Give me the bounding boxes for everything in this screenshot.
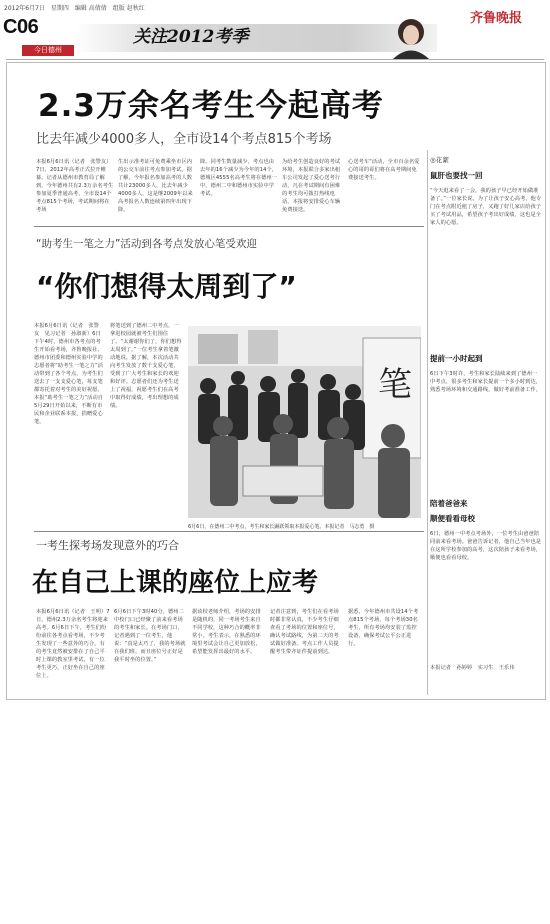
sidebar-title-3: 陪着爸爸来 [430,499,468,508]
story3-column-5: 据悉，今年德州市共设14个考点815个考场，每个考场30名考生，所有考场均安装了监控设备，确保考试公平公正进行。 [348,609,419,647]
story-divider [34,531,424,532]
sidebar-title-1: 鼠肝也要找一回 [430,171,483,180]
story1-column-1: 本报6月6日讯（记者 张警友）7日，2012年高考正式拉开帷幕。记者从德州市教育局了解到，今年德州共有2.3万余名考生参加夏季普通高考，全市设14个考点815个考场，考试期间将在考场 [36,159,114,213]
story2-column-2: 将笔送到了德州二中考点，一拿进校园就被考生们围住了。“太谢谢你们了，你们想得太周到了。”一位考生拿着笔激动地说。据了解，本次活动共向考生发放了数千支爱心笔，受到了广大考生和家长的欢迎和好评。志愿者们还为考生送上了祝福，祝愿考生们在高考中取得好成绩，考出理想的成绩。 [110,323,182,409]
story1-column-4: 为给考生创造良好的考试环境，本报联合多家出租车公司发起了爱心送考行动，凡在考试期间有困难的考生均可拨打热线电话，本报将安排爱心车辆免费接送。 [282,159,341,213]
story2-kicker: “助考生一笔之力”活动到各考点发放心笔受欢迎 [36,238,257,250]
story1-column-2: 生出示准考证可免费乘坐市区内的公交车前往考点参加考试。据了解，今年报名参加高考的人数共计23000多人，比去年减少4000多人，这是继2009年以来高考报名人数连续第四年出现下降。 [118,159,193,213]
story3-column-3: 据该校老师介绍，考场的安排是随机的，同一考场考生来自不同学校，这种巧合的概率非常小。考生表示，在熟悉的环境里考试会让自己更加放松，希望能发挥出最好的水平。 [192,609,261,655]
story3-headline: 在自己上课的座位上应考 [32,568,319,598]
story1-headline: 2.3万余名考生今起高考 [38,88,384,124]
section-number: C06 [3,16,39,38]
date-line: 2012年6月7日 星期四 编辑 高倩倩 组版 赵秋红 [4,5,145,12]
sidebar-text-3: 6日，德州一中考点考场外，一位考生由爸爸陪同前来看考场。爸爸告诉记者，他自己当年也是在这所学校参加的高考，这次陪孩子来看考场，顺便也看看母校。 [430,531,542,561]
story3-kicker: 一考生探考场发现意外的巧合 [36,539,179,552]
news-photo [188,326,421,518]
story2-headline: “你们想得太周到了” [36,270,297,303]
banner-graphic [75,14,437,59]
header-rule [6,59,544,60]
banner-title: 关注2012考季 [133,27,249,47]
photo-caption: 6月6日，在德州二中考点，考生和家长踊跃领取本报爱心笔。本报记者 马志勇 摄 [188,524,375,530]
story3-column-2: 6月6日下午3时40分，德州二中校门口已经聚了前来看考场的考生和家长。在考场门口，记者遇到了一位考生，他说：“真是太巧了，我的考场就在我们班，而且座位号正好是我平时坐的位置。” [114,609,186,663]
story3-column-4: 记者注意到，考生们在看考场时都非常认真，不少考生仔细查看了考场的位置和座位号，确认考试路线，为第二天的考试做好准备。考点工作人员提醒考生带齐证件提前到达。 [270,609,339,655]
sidebar-credit: 本报记者 孙婷婷 实习生 王乐伟 [430,665,515,671]
sidebar-subtitle-3: 顺便看看母校 [430,514,475,523]
story3-column-1: 本报6月6日讯（记者 王明）7日，德州2.3万余名考生将迎来高考。6月6日下午，考生们纷纷前往各考点看考场，不少考生发现了一些意外的巧合，有的考生竟然被安排在了自己平时上课的教室里考试，有一位考生更巧，正好坐在自己的座位上。 [36,609,110,679]
sidebar-text-1: “今天逛来看了一会，我的孩子早已经开始做准备了。”一位家长说，为了让孩子安心高考，他专门在考点附近租了房子，又跑了好几家店给孩子买了考试用品，希望孩子考出好成绩，这也是全家人的心愿。 [430,188,542,226]
sidebar-title-2: 提前一小时起到 [430,354,483,363]
photo-sign-text: 笔 [378,365,412,405]
sidebar [430,156,542,672]
newspaper-logo: 齐鲁晚报 [470,11,523,26]
story1-column-5: 心送考车“活动，全市百余名爱心的哥的哥们将在高考期间免费接送考生。 [348,159,420,181]
sidebar-label: ◎花絮 [430,156,449,164]
story-divider [34,226,424,227]
story1-subheadline: 比去年减少4000多人，全市设14个考点815个考场 [36,132,332,147]
story2-column-1: 本报6月6日讯（记者 张警友 见习记者 孙淑新）6日下午4时，德州市各考点的考生开始看考场，齐鲁晚报社、德州市团委和德州实验中学的志愿者将“助考生一笔之力”活动带到了各个考点，为考生们送去了一支支爱心笔，每支笔都寄托着对考生的美好祝愿。本报“助考生一笔之力”活动自5月29日开始以来，不断有市民和企业联系本报，捐赠爱心笔。 [34,323,104,425]
story1-column-3: 降。同考生数量减少，考点也由去年的16个减少为今年的14个，德城区4555名高考生将在德州一中、德州二中和德州市实验中学考试。 [200,159,278,197]
header-banner [75,14,437,59]
photo-crowd-image [188,326,421,518]
sidebar-divider [427,150,428,695]
sidebar-text-2: 6日下午3时许，考生和家长陆续来到了德州一中考点，很多考生和家长提前一个多小时到达，熟悉考场环境和交通路线，做好考前准备工作。 [430,371,542,393]
section-name: 今日德州 [22,45,74,56]
